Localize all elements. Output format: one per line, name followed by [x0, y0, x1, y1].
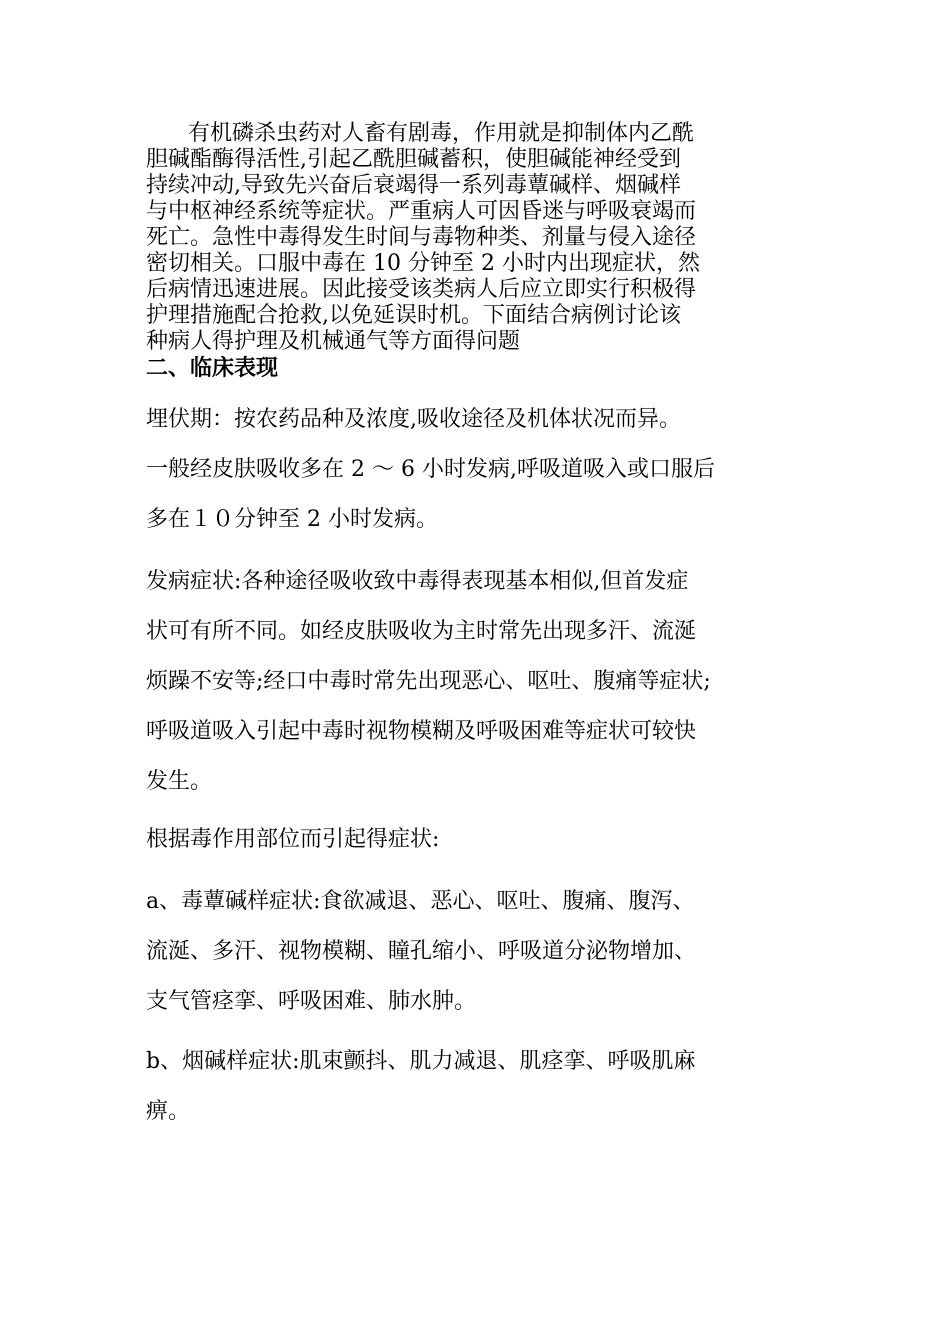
- paragraph-line: 一般经皮肤吸收多在 2 ～ 6 小时发病,呼吸道吸入或口服后: [146, 457, 715, 482]
- paragraph-line: 烦躁不安等;经口中毒时常先出现恶心、呕吐、腹痛等症状;: [146, 669, 711, 694]
- intro-line: 胆碱酯酶得活性,引起乙酰胆碱蓄积，使胆碱能神经受到: [146, 147, 681, 172]
- intro-line: 后病情迅速进展。因此接受该类病人后应立即实行积极得: [146, 277, 697, 302]
- muscarinic-symptoms-paragraph: [146, 877, 826, 1027]
- intro-line: 密切相关。口服中毒在 10 分钟至 2 小时内出现症状，然: [146, 251, 700, 276]
- intro-line: 有机磷杀虫药对人畜有剧毒，作用就是抑制体内乙酰: [188, 121, 695, 146]
- onset-symptoms-paragraph: [146, 557, 826, 807]
- paragraph-line: 流涎、多汗、视物模糊、瞳孔缩小、呼吸道分泌物增加、: [146, 939, 697, 964]
- paragraph-line: 埋伏期：按农药品种及浓度,吸收途径及机体状况而异。: [146, 407, 681, 432]
- paragraph-line: 状可有所不同。如经皮肤吸收为主时常先出现多汗、流涎: [146, 619, 697, 644]
- paragraph-line: 根据毒作用部位而引起得症状:: [146, 827, 440, 852]
- paragraph-line: 呼吸道吸入引起中毒时视物模糊及呼吸困难等症状可较快: [146, 719, 697, 744]
- intro-line: 与中枢神经系统等症状。严重病人可因昏迷与呼吸衰竭而: [146, 199, 697, 224]
- intro-line: 种病人得护理及机械通气等方面得问题: [146, 329, 521, 354]
- intro-line: 持续冲动,导致先兴奋后衰竭得一系列毒蕈碱样、烟碱样: [146, 173, 681, 198]
- paragraph-line: 发病症状:各种途径吸收致中毒得表现基本相似,但首发症: [146, 569, 689, 594]
- symptom-basis-paragraph: [146, 815, 826, 865]
- paragraph-line: a、毒蕈碱样症状:食欲减退、恶心、呕吐、腹痛、腹泻、: [146, 889, 695, 914]
- paragraph-line: 支气管痉挛、呼吸困难、肺水肿。: [146, 989, 477, 1014]
- intro-paragraph: [146, 121, 806, 355]
- intro-line: 护理措施配合抢救,以免延误时机。下面结合病例讨论该: [146, 303, 681, 328]
- intro-line: 死亡。急性中毒得发生时间与毒物种类、剂量与侵入途径: [146, 225, 697, 250]
- paragraph-line: 发生。: [146, 769, 213, 794]
- latent-period-paragraph: [146, 395, 826, 545]
- paragraph-line: b、烟碱样症状:肌束颤抖、肌力减退、肌痉挛、呼吸肌麻: [146, 1049, 696, 1074]
- nicotinic-symptoms-paragraph: [146, 1037, 826, 1137]
- section-heading: 二、临床表现: [146, 356, 279, 381]
- paragraph-line: 痹。: [146, 1099, 191, 1124]
- paragraph-line: 多在１０分钟至 2 小时发病。: [146, 507, 438, 532]
